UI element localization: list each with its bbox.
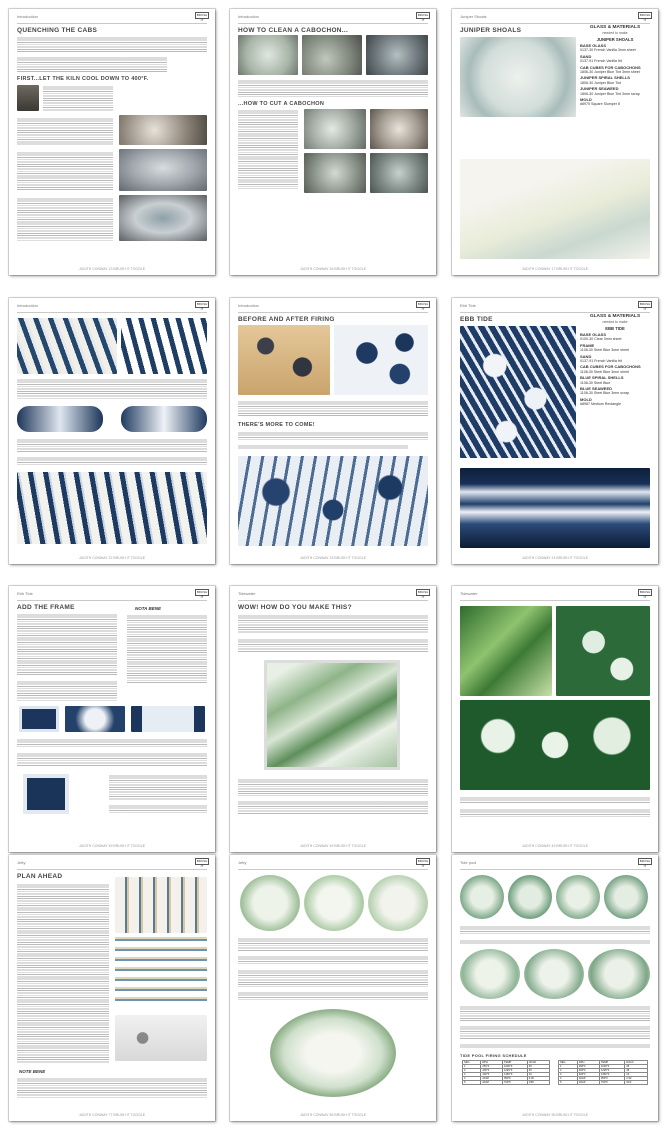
tide-pool-photo bbox=[604, 875, 648, 919]
page-footer: JUDITH CONWAY 77 BRUSH IT TOGGLE bbox=[78, 1113, 146, 1117]
cabochon-photo bbox=[366, 35, 428, 75]
body-text bbox=[460, 808, 650, 818]
logo: BRUSH IT bbox=[196, 13, 208, 22]
page-quenching-the-cabs[interactable] bbox=[9, 9, 215, 275]
step-text bbox=[460, 1005, 650, 1021]
page-header: Jetty bbox=[17, 860, 26, 865]
step-text bbox=[17, 197, 113, 241]
pan-photo bbox=[119, 149, 207, 191]
material-item: BLUE SEAWEED 1108-30 Steel Blue 3mm scrap bbox=[580, 386, 630, 396]
material-item: SAND 0137-91 French Vanilla frit bbox=[580, 53, 622, 64]
tide-pool-photo bbox=[556, 875, 600, 919]
note-bene-text bbox=[17, 1077, 207, 1099]
table-row: 2 400°F 1225°F 45 bbox=[463, 1069, 550, 1073]
page-title: QUENCHING THE CABS bbox=[17, 27, 98, 34]
header-rule bbox=[238, 600, 428, 601]
page-header: Tidewater bbox=[460, 591, 478, 596]
page-footer: JUDITH CONWAY 89 BRUSH IT TOGGLE bbox=[299, 1113, 367, 1117]
logo: BRUSH IT bbox=[417, 859, 429, 868]
step-text bbox=[17, 613, 117, 675]
page-title: HOW TO CLEAN A CABOCHON... bbox=[238, 27, 349, 34]
table-row: 1 250°F 1000°F 45 bbox=[463, 1065, 550, 1069]
body-text bbox=[238, 400, 428, 416]
frame-photo bbox=[65, 706, 125, 732]
step-text bbox=[238, 937, 428, 951]
header-rule bbox=[460, 23, 650, 24]
step-text bbox=[17, 378, 207, 400]
logo: BRUSH IT bbox=[196, 859, 208, 868]
materials-sidebar bbox=[580, 314, 650, 407]
page-before-after-firing[interactable] bbox=[230, 298, 436, 564]
material-item: JUNIPER SEAWEED 1806-30 Juniper Blue Tint 3mm scrap bbox=[580, 86, 640, 96]
page-ebb-tide[interactable] bbox=[452, 298, 658, 564]
tide-pool-photo bbox=[460, 949, 520, 999]
page-plan-ahead[interactable] bbox=[9, 855, 215, 1121]
bullet-list bbox=[17, 56, 167, 72]
page-header: Introduction bbox=[238, 303, 259, 308]
header-rule bbox=[17, 600, 207, 601]
material-item: CAB CUBES FOR CABOCHONS 1806-30 Juniper Blue Tint 3mm sheet bbox=[580, 64, 641, 75]
materials-sidebar bbox=[580, 25, 650, 107]
table-row: 1 250°F 1000°F 45 bbox=[559, 1065, 648, 1069]
body-text bbox=[238, 638, 428, 652]
shells-layout-photo bbox=[17, 472, 207, 544]
section-subtitle: ...HOW TO CUT A CABOCHON bbox=[238, 101, 325, 107]
step-text bbox=[109, 804, 207, 814]
table-row: 3 400°F 1360°F 10 bbox=[463, 1073, 550, 1077]
step-text bbox=[109, 774, 207, 800]
material-item: SAND 0137-91 French Vanilla frit bbox=[580, 353, 622, 364]
ebb-tide-closeup-photo bbox=[460, 326, 576, 458]
page-footer: JUDITH CONWAY 49 BRUSH IT TOGGLE bbox=[78, 844, 146, 848]
logo: BRUSH IT bbox=[639, 590, 651, 599]
page-header: Introduction bbox=[238, 14, 259, 19]
header-rule bbox=[17, 23, 207, 24]
material-item: MOLD #8975 Square Slumper 8 bbox=[580, 97, 620, 107]
page-header: Introduction bbox=[17, 303, 38, 308]
after-firing-photo bbox=[334, 325, 428, 395]
firing-schedule-table bbox=[558, 1060, 648, 1085]
jetty-bowl-photo bbox=[270, 1009, 396, 1097]
project-name: EBB TIDE bbox=[605, 325, 625, 331]
tidewater-detail-photo bbox=[556, 606, 650, 696]
page-clean-a-cabochon[interactable] bbox=[230, 9, 436, 275]
logo: BRUSH IT bbox=[639, 859, 651, 868]
table-row: SEG DPH TEMP HOLD bbox=[463, 1061, 550, 1065]
material-item: CAB CUBES FOR CABOCHONS 1108-30 Steel Blue 3mm sheet bbox=[580, 364, 641, 374]
nota-bene-heading: NOTA BENE bbox=[135, 606, 162, 611]
table-row: 4 AFAP 950°F 2:30 bbox=[463, 1077, 550, 1081]
materials-heading: GLASS & MATERIALS bbox=[589, 314, 641, 319]
logo: BRUSH IT bbox=[196, 590, 208, 599]
step-text bbox=[17, 456, 207, 466]
step-text bbox=[460, 939, 650, 945]
body-text bbox=[238, 778, 428, 796]
cutting-photo bbox=[304, 109, 366, 149]
table-row: 3 400°F 1360°F 10 bbox=[559, 1073, 648, 1077]
step-text bbox=[238, 955, 428, 965]
page-header: Tide pool bbox=[460, 860, 477, 865]
jetty-layout-photo bbox=[115, 937, 207, 1007]
page-footer: JUDITH CONWAY 49 BRUSH IT TOGGLE bbox=[521, 844, 589, 848]
spiral-shells-photo bbox=[17, 318, 117, 374]
tide-pool-photo bbox=[588, 949, 650, 999]
body-text bbox=[238, 109, 298, 189]
step-text bbox=[43, 85, 113, 111]
shell-photo bbox=[17, 406, 103, 432]
step-text bbox=[17, 151, 113, 191]
page-header: Ebb Tide bbox=[460, 303, 476, 308]
juniper-shoals-platter-photo bbox=[460, 159, 650, 259]
juniper-closeup-photo bbox=[460, 37, 576, 117]
step-text bbox=[17, 680, 117, 702]
header-rule bbox=[238, 312, 428, 313]
frame-photo bbox=[19, 706, 59, 732]
body-text bbox=[460, 796, 650, 804]
jetty-mold-photo bbox=[304, 875, 364, 931]
logo: BRUSH IT bbox=[417, 590, 429, 599]
table-row: 4 AFAP 950°F 2:30 bbox=[559, 1077, 648, 1081]
shell-photo bbox=[121, 406, 207, 432]
page-tidewater-photos[interactable] bbox=[452, 586, 658, 852]
material-item: BASE GLASS 0100-30 Clear 3mm sheet bbox=[580, 332, 622, 342]
table-row: 5 AFAP 700°F OFF bbox=[463, 1081, 550, 1085]
step-text bbox=[17, 752, 207, 766]
body-text bbox=[17, 883, 109, 1063]
page-footer: JUDITH CONWAY 16 BRUSH IT TOGGLE bbox=[299, 267, 367, 271]
header-rule bbox=[238, 23, 428, 24]
frame-photo bbox=[131, 706, 205, 732]
tide-pool-photo bbox=[524, 949, 584, 999]
cutting-photo bbox=[304, 153, 366, 193]
before-firing-photo bbox=[238, 325, 330, 395]
materials-sub: needed to make bbox=[602, 30, 628, 35]
gloves-photo bbox=[119, 115, 207, 145]
nota-bene-text bbox=[127, 614, 207, 684]
tide-pool-photo bbox=[508, 875, 552, 919]
tide-pool-photo bbox=[460, 875, 504, 919]
page-title: PLAN AHEAD bbox=[17, 873, 63, 880]
page-footer: JUDITH CONWAY 13 BRUSH IT TOGGLE bbox=[78, 267, 146, 271]
spiral-shells-photo bbox=[121, 318, 207, 374]
page-how-do-you-make-this[interactable] bbox=[230, 586, 436, 852]
table-row: 5 AFAP 700°F OFF bbox=[559, 1081, 648, 1085]
step-text bbox=[460, 1043, 650, 1049]
body-text bbox=[238, 614, 428, 634]
page-header: Introduction bbox=[17, 14, 38, 19]
page-tide-pool[interactable] bbox=[452, 855, 658, 1121]
firing-schedule-table bbox=[462, 1060, 550, 1085]
material-item: MOLD #8987 Medium Rectangle bbox=[580, 396, 621, 407]
body-text bbox=[17, 36, 207, 52]
note-bene-heading: NOTE BENE bbox=[19, 1069, 46, 1074]
table-row: SEG DPH TEMP HOLD bbox=[559, 1061, 648, 1065]
logo: BRUSH IT bbox=[417, 302, 429, 311]
page-title: ADD THE FRAME bbox=[17, 604, 75, 611]
page-jetty-steps[interactable] bbox=[230, 855, 436, 1121]
step-text bbox=[17, 438, 207, 452]
header-rule bbox=[238, 869, 428, 870]
page-footer: JUDITH CONWAY 49 BRUSH IT TOGGLE bbox=[299, 844, 367, 848]
page-footer: JUDITH CONWAY 96 BRUSH IT TOGGLE bbox=[521, 1113, 589, 1117]
step-text bbox=[17, 117, 113, 145]
cabochon-photo bbox=[238, 35, 298, 75]
tidewater-wide-photo bbox=[460, 700, 650, 790]
page-title: JUNIPER SHOALS bbox=[460, 27, 522, 34]
page-title: WOW! HOW DO YOU MAKE THIS? bbox=[238, 604, 352, 611]
material-item: FRAME 1108-30 Steel Blue 3mm sheet bbox=[580, 342, 630, 353]
cutting-photo bbox=[370, 153, 428, 193]
page-add-the-frame[interactable] bbox=[9, 586, 215, 852]
body-text bbox=[238, 79, 428, 97]
page-footer: JUDITH CONWAY 22 BRUSH IT TOGGLE bbox=[78, 556, 146, 560]
materials-sub: needed to make bbox=[602, 319, 628, 324]
page-title: EBB TIDE bbox=[460, 316, 493, 323]
material-item: BLUE SPIRAL SHELLS 1108-30 Steel Blue bbox=[580, 375, 624, 385]
jetty-mold-photo bbox=[368, 875, 428, 931]
page-footer: JUDITH CONWAY 23 BRUSH IT TOGGLE bbox=[299, 556, 367, 560]
logo: BRUSH IT bbox=[639, 302, 651, 311]
jetty-strips-photo bbox=[115, 877, 207, 933]
tidewater-panel-photo bbox=[264, 660, 400, 770]
glass-elements-photo bbox=[238, 456, 428, 546]
logo: BRUSH IT bbox=[196, 302, 208, 311]
glass-cutter-photo bbox=[115, 1015, 207, 1061]
quench-photo bbox=[119, 195, 207, 241]
section-subtitle: THERE'S MORE TO COME! bbox=[238, 422, 315, 428]
step-text bbox=[238, 991, 428, 1001]
kiln-photo bbox=[17, 85, 39, 111]
jetty-mold-photo bbox=[240, 875, 300, 931]
body-text bbox=[238, 431, 428, 441]
step-text bbox=[238, 969, 428, 987]
material-item: JUNIPER SPIRAL SHELLS 1806-30 Juniper Blue Tint bbox=[580, 75, 630, 85]
cabochon-photo bbox=[302, 35, 362, 75]
schedule-title: TIDE POOL FIRING SCHEDULE bbox=[460, 1053, 527, 1058]
project-name: JUNIPER SHOALS bbox=[596, 36, 634, 42]
step-text bbox=[460, 1025, 650, 1039]
step-text bbox=[17, 738, 207, 748]
page-header: Tidewater bbox=[238, 591, 256, 596]
logo: BRUSH IT bbox=[639, 13, 651, 22]
ebb-tide-platter-photo bbox=[460, 468, 650, 548]
framed-piece-photo bbox=[23, 774, 69, 814]
page-title: BEFORE AND AFTER FIRING bbox=[238, 316, 335, 323]
header-rule bbox=[17, 869, 207, 870]
section-subtitle: FIRST...LET THE KILN COOL DOWN TO 400°F. bbox=[17, 76, 149, 82]
tidewater-detail-photo bbox=[460, 606, 552, 696]
page-header: Jetty bbox=[238, 860, 247, 865]
page-header: Ebb Tide bbox=[17, 591, 33, 596]
header-rule bbox=[460, 312, 650, 313]
logo: BRUSH IT bbox=[417, 13, 429, 22]
body-text bbox=[238, 800, 428, 814]
page-header: Juniper Shoals bbox=[460, 14, 487, 19]
page-juniper-shoals[interactable] bbox=[452, 9, 658, 275]
page-grind-shells[interactable] bbox=[9, 298, 215, 564]
cutting-photo bbox=[370, 109, 428, 149]
page-footer: JUDITH CONWAY 17 BRUSH IT TOGGLE bbox=[521, 267, 589, 271]
header-rule bbox=[460, 869, 650, 870]
step-text bbox=[460, 925, 650, 935]
table-row: 2 400°F 1225°F 45 bbox=[559, 1069, 648, 1073]
body-text bbox=[238, 444, 408, 450]
page-footer: JUDITH CONWAY 24 BRUSH IT TOGGLE bbox=[521, 556, 589, 560]
material-item: BASE GLASS 0137-30 French Vanilla 3mm sheet bbox=[580, 43, 636, 53]
header-rule bbox=[17, 312, 207, 313]
header-rule bbox=[460, 600, 650, 601]
materials-heading: GLASS & MATERIALS bbox=[589, 25, 641, 30]
